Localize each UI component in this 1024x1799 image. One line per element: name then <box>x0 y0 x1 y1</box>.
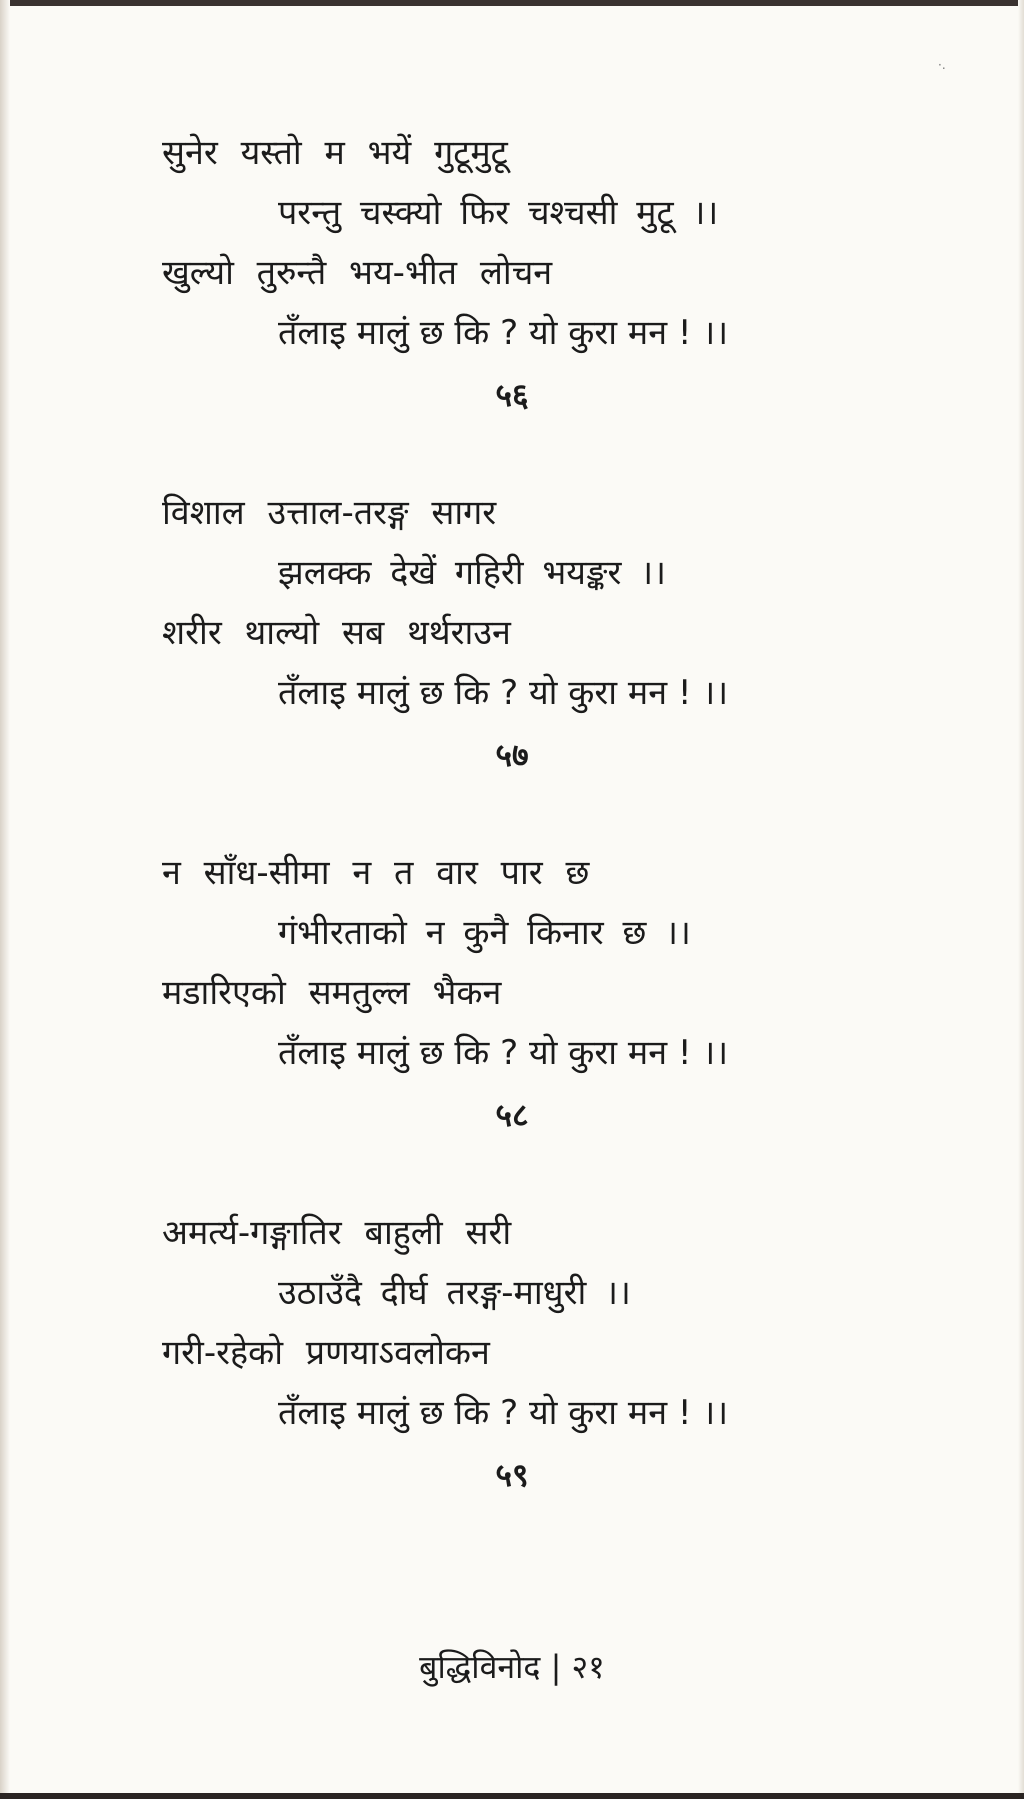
page-left-edge <box>0 0 10 1799</box>
verse-line: न साँध-सीमा न त वार पार छ <box>162 853 590 893</box>
page-footer <box>0 1645 1024 1688</box>
verse-line: अमर्त्य-गङ्गातिर बाहुली सरी <box>162 1213 512 1253</box>
verse-line: सुनेर यस्तो म भयें गुटूमुटू <box>162 133 508 173</box>
verse-line: गरी-रहेको प्रणयाऽवलोकन <box>162 1333 490 1373</box>
verse-line: शरीर थाल्यो सब थर्थराउन <box>162 613 511 653</box>
verse-line: तँलाइ मालुं छ कि ? यो कुरा मन ! ।। <box>278 673 729 713</box>
verse-line: गंभीरताको न कुनै किनार छ ।। <box>278 913 691 953</box>
page-right-edge <box>1018 0 1024 1799</box>
page-number: २१ <box>571 1648 605 1686</box>
stanza-number: ५७ <box>495 736 529 774</box>
stanza-number: ५८ <box>495 1096 529 1134</box>
verse-line: तँलाइ मालुं छ कि ? यो कुरा मन ! ।। <box>278 313 729 353</box>
verse-line: उठाउँदै दीर्घ तरङ्ग-माधुरी ।। <box>278 1273 631 1313</box>
verse-line: मडारिएको समतुल्ल भैकन <box>162 973 502 1013</box>
verse-line: परन्तु चस्क्यो फिर चश्चसी मुटू ।। <box>278 193 719 233</box>
verse-line: खुल्यो तुरुन्तै भय-भीत लोचन <box>162 253 553 293</box>
verse-line: विशाल उत्ताल-तरङ्ग सागर <box>162 493 497 533</box>
book-title: बुद्धिविनोद <box>419 1648 541 1686</box>
verse-line: झलक्क देखें गहिरी भयङ्कर ।। <box>278 553 667 593</box>
stanza-number: ५६ <box>495 376 529 414</box>
footer-separator: | <box>550 1648 562 1686</box>
verse-line: तँलाइ मालुं छ कि ? यो कुरा मन ! ।। <box>278 1033 729 1073</box>
print-speck: ·. <box>938 58 946 72</box>
stanza-number: ५९ <box>495 1456 529 1494</box>
page-bottom-edge <box>0 1793 1024 1799</box>
verse-line: तँलाइ मालुं छ कि ? यो कुरा मन ! ।। <box>278 1393 729 1433</box>
page-top-edge <box>0 0 1024 6</box>
